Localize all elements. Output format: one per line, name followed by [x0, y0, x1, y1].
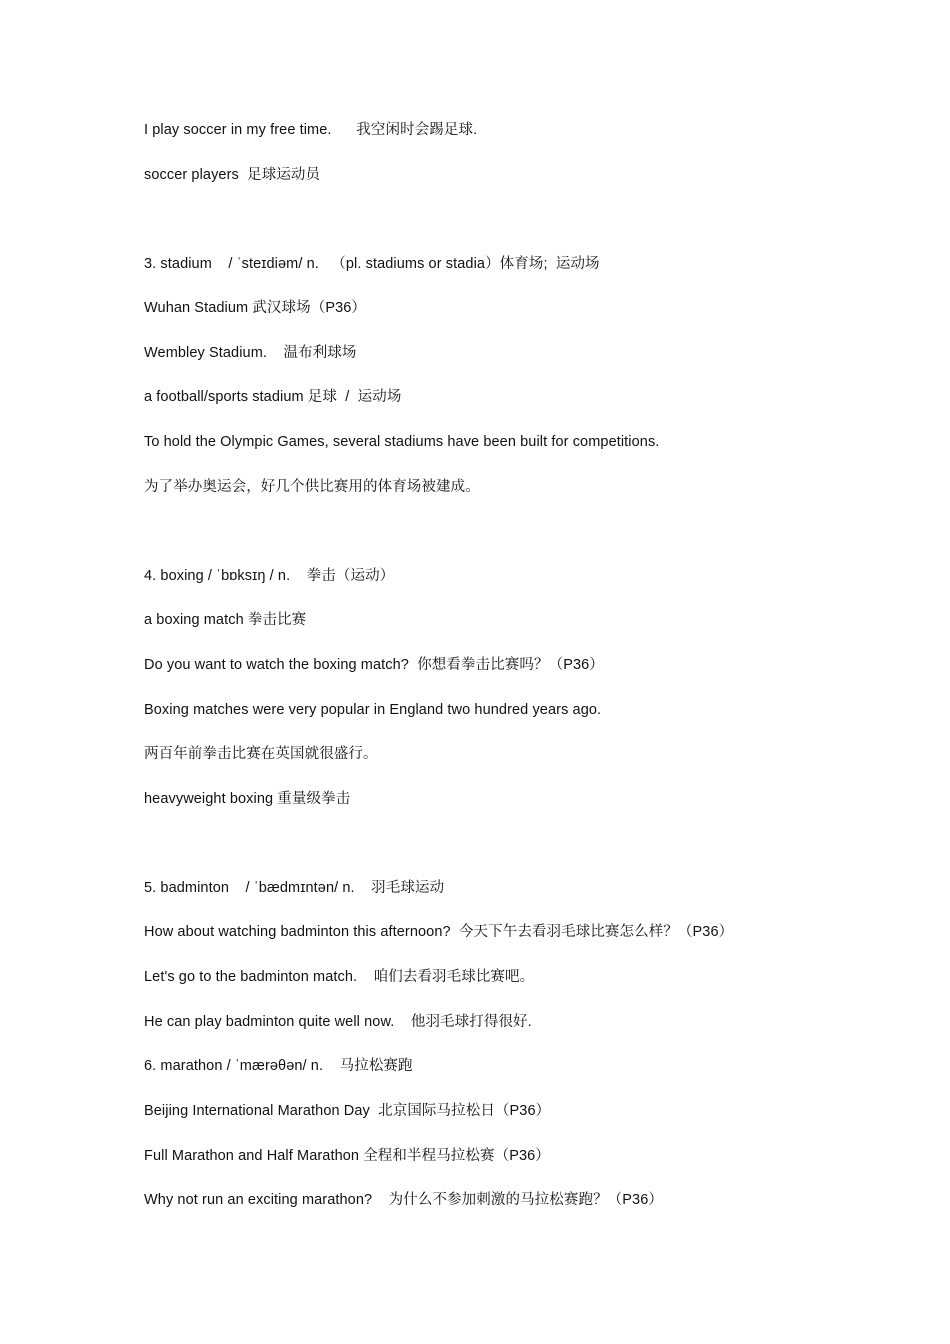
example-sentence: Do you want to watch the boxing match? 你想看拳击比赛吗？（P36） [144, 657, 604, 673]
example-phrase: soccer players 足球运动员 [144, 167, 321, 183]
vocab-entry-badminton: 5. badminton / ˈbædmɪntən/ n. 羽毛球运动 [144, 880, 445, 896]
vocab-entry-boxing: 4. boxing / ˈbɒksɪŋ / n. 拳击（运动） [144, 568, 395, 584]
example-phrase: a boxing match 拳击比赛 [144, 612, 307, 628]
example-sentence: Let's go to the badminton match. 咱们去看羽毛球比赛吧。 [144, 969, 535, 985]
vocab-entry-marathon: 6. marathon / ˈmærəθən/ n. 马拉松赛跑 [144, 1058, 413, 1074]
example-sentence: To hold the Olympic Games, several stadiums have been built for competitions. [144, 434, 660, 450]
example-phrase: Beijing International Marathon Day 北京国际马拉松日（P36） [144, 1103, 551, 1119]
example-sentence: Why not run an exciting marathon? 为什么不参加刺激的马拉松赛跑？（P36） [144, 1192, 663, 1208]
example-phrase: Wuhan Stadium 武汉球场（P36） [144, 300, 367, 316]
example-sentence: Boxing matches were very popular in England two hundred years ago. [144, 702, 602, 718]
example-sentence: How about watching badminton this afternoon? 今天下午去看羽毛球比赛怎么样？（P36） [144, 924, 734, 940]
example-phrase: heavyweight boxing 重量级拳击 [144, 791, 351, 807]
example-phrase: Wembley Stadium. 温布利球场 [144, 345, 357, 361]
example-translation: 为了举办奥运会，好几个供比赛用的体育场被建成。 [144, 479, 480, 495]
example-phrase: Full Marathon and Half Marathon 全程和半程马拉松赛（P36） [144, 1148, 550, 1164]
example-sentence: He can play badminton quite well now. 他羽毛球打得很好. [144, 1014, 532, 1030]
vocab-entry-stadium: 3. stadium / ˈsteɪdiəm/ n. （pl. stadiums or stadia）体育场; 运动场 [144, 256, 600, 272]
example-phrase: a football/sports stadium 足球 / 运动场 [144, 389, 402, 405]
example-sentence: I play soccer in my free time. 我空闲时会踢足球. [144, 122, 478, 138]
example-translation: 两百年前拳击比赛在英国就很盛行。 [144, 746, 378, 762]
